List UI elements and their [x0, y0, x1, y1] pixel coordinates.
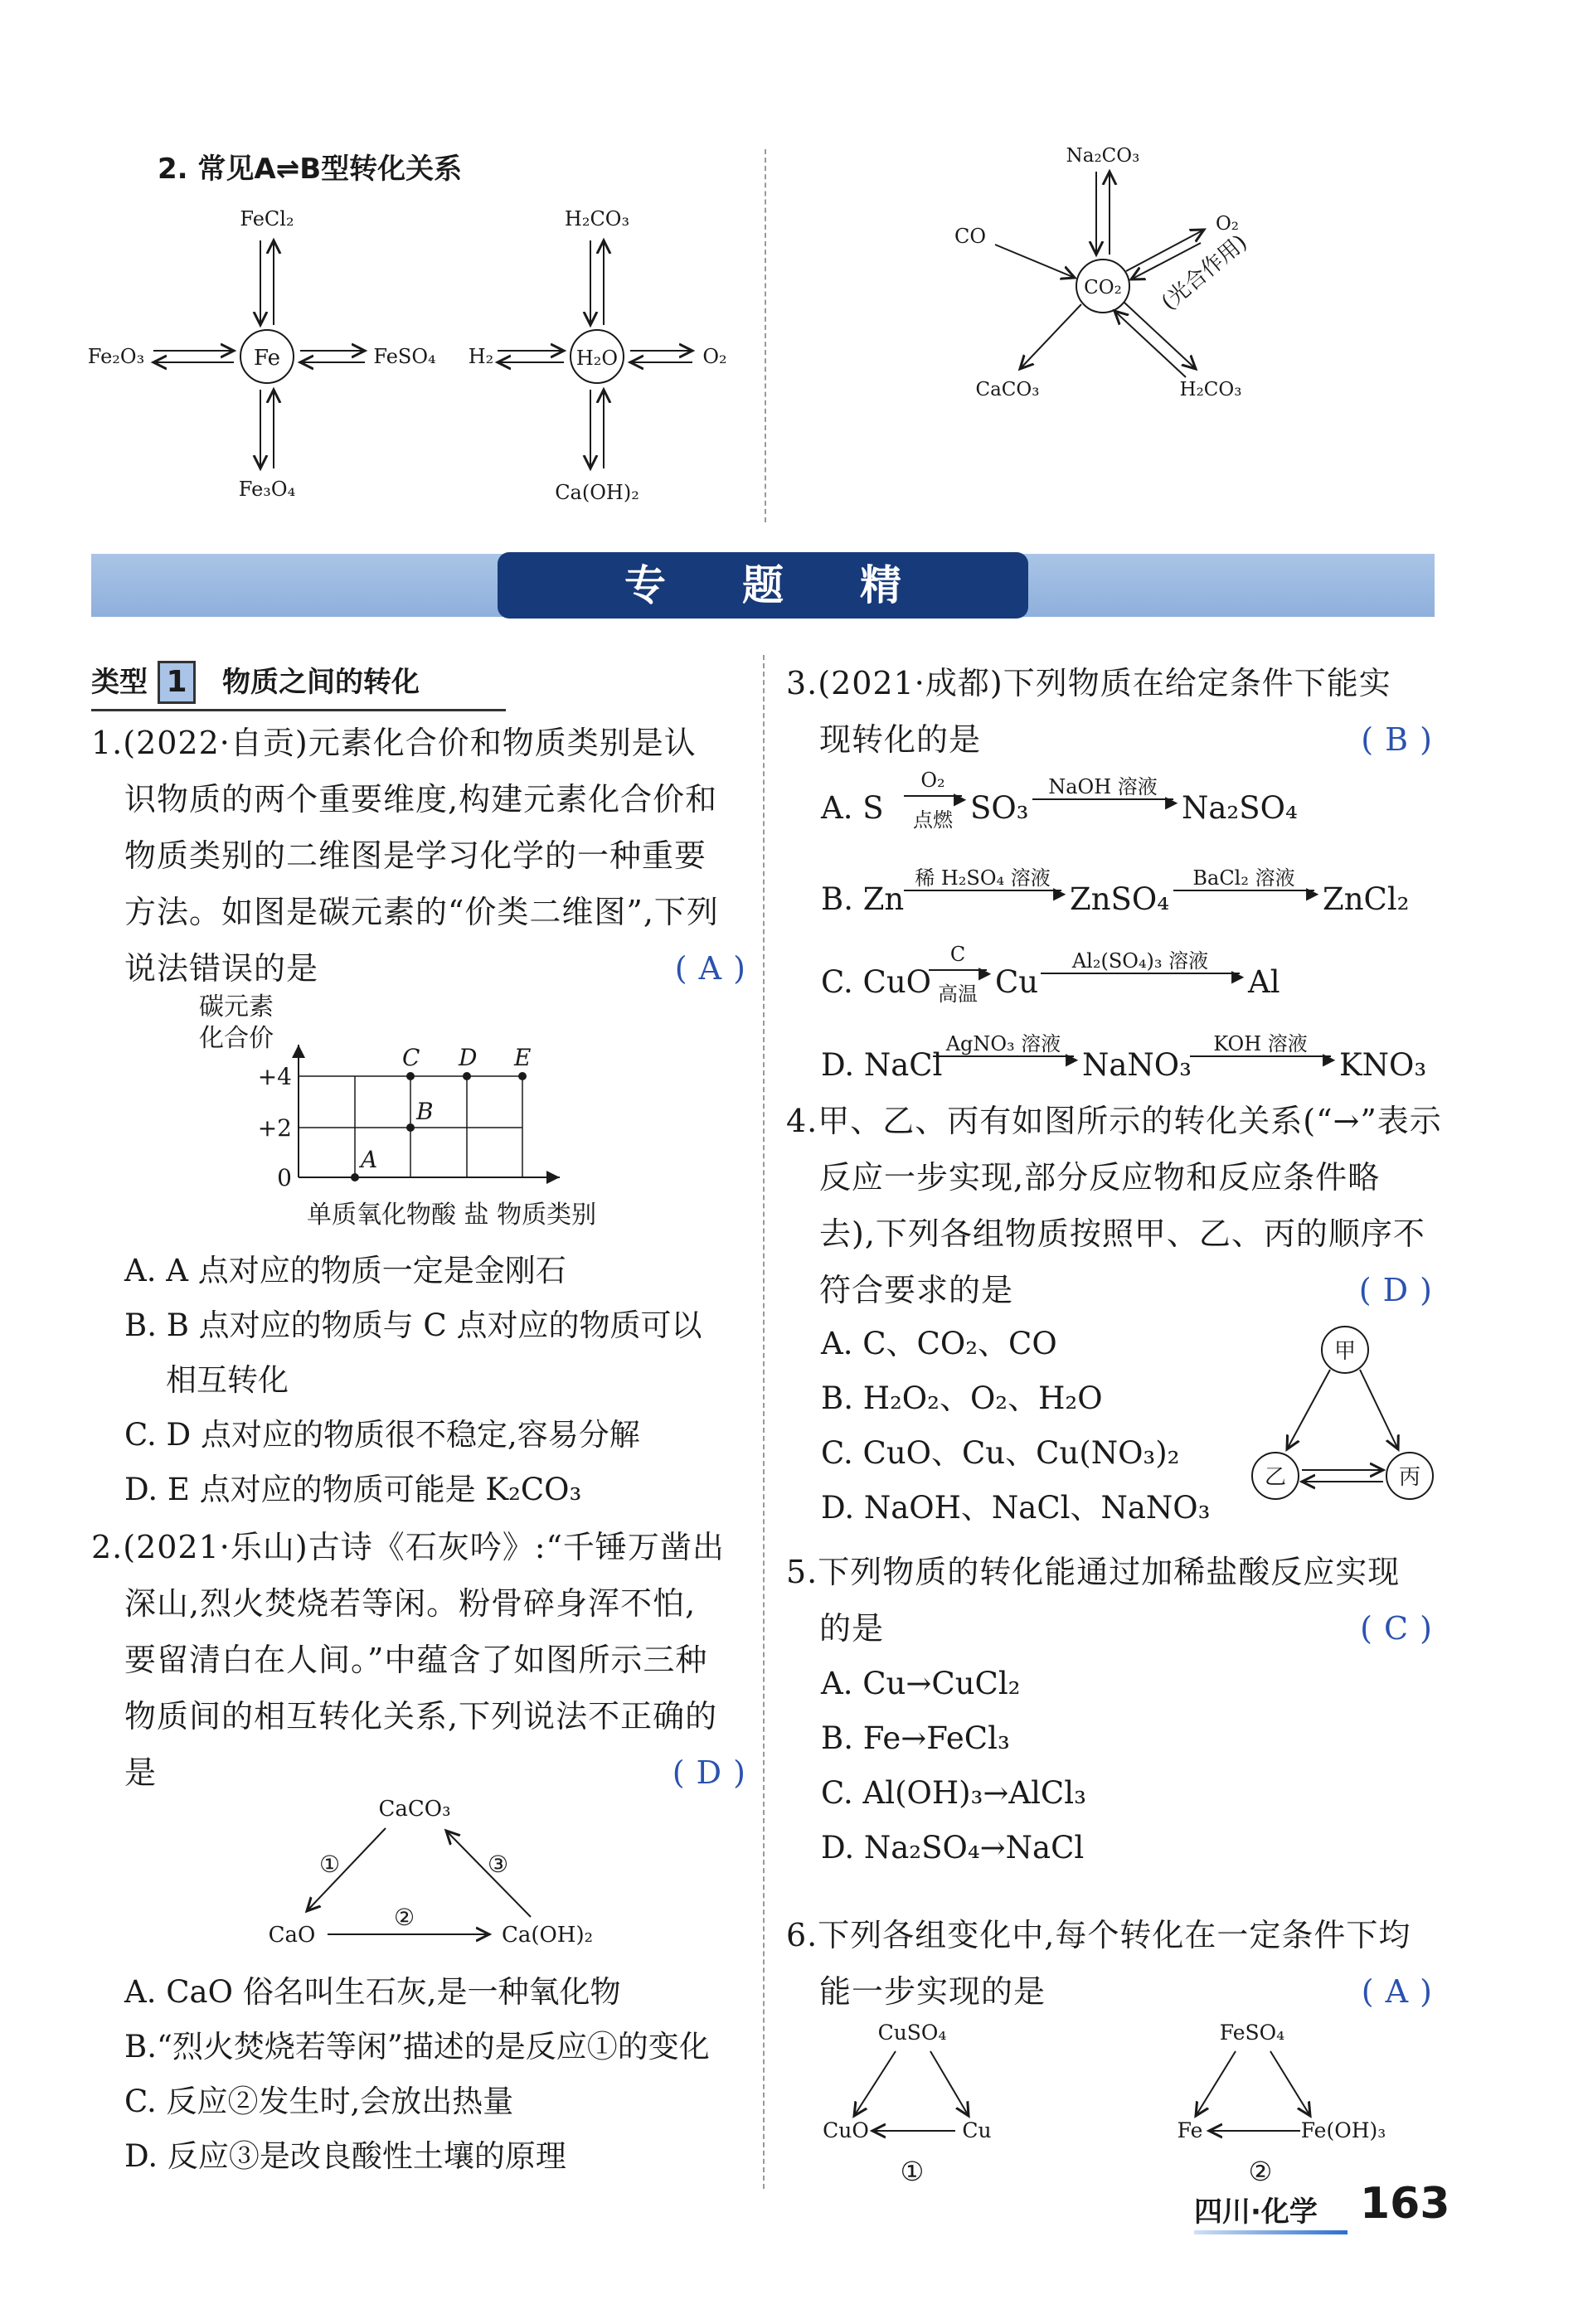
q4-answer: ( D ) — [1358, 1272, 1433, 1308]
type-num: 1 — [158, 661, 196, 704]
svg-text:+4: +4 — [257, 1063, 292, 1090]
q1-answer: ( A ) — [674, 950, 746, 987]
pt-D — [463, 1072, 471, 1080]
section-banner — [91, 554, 1435, 676]
type-header — [91, 659, 506, 711]
svg-text:E: E — [514, 1044, 532, 1071]
h2o-left: H₂ — [468, 345, 494, 368]
svg-text:+2: +2 — [257, 1114, 292, 1142]
co2-left: CO — [954, 225, 987, 248]
svg-text:单质氧化物酸 盐 物质类别: 单质氧化物酸 盐 物质类别 — [307, 1201, 597, 1230]
svg-text:CuSO₄: CuSO₄ — [877, 2021, 947, 2045]
svg-text:0: 0 — [277, 1164, 292, 1191]
co2-diagram — [937, 137, 1352, 419]
pt-A — [351, 1173, 359, 1181]
svg-text:FeSO₄: FeSO₄ — [1219, 2021, 1285, 2045]
svg-text:Cu: Cu — [962, 2118, 992, 2142]
q6-answer: ( A ) — [1361, 1973, 1433, 2010]
svg-text:化合价: 化合价 — [199, 1024, 274, 1053]
svg-text:①: ① — [900, 2156, 925, 2187]
fe-center: Fe — [253, 346, 281, 371]
h2o-center: H₂O — [575, 347, 619, 370]
column-divider-top — [765, 149, 766, 522]
svg-text:CuO: CuO — [823, 2118, 869, 2142]
q4-stem: 4.甲、乙、丙有如图所示的转化关系(“→”表示 反应一步实现,部分反应物和反应条件略 去),下列各组物质按照甲、乙、丙的顺序不 符合要求的是 ( D ) — [786, 1093, 1449, 1318]
pt-E — [518, 1072, 527, 1080]
fe-right: FeSO₄ — [373, 345, 436, 368]
q3-option-b: B. Zn 稀 H₂SO₄ 溶液 ▶ ZnSO₄ BaCl₂ 溶液 ▶ ZnCl₂ — [821, 866, 1410, 917]
co2-up: Na₂CO₃ — [1066, 145, 1140, 167]
fe-down: Fe₃O₄ — [238, 478, 296, 501]
svg-text:CaO: CaO — [268, 1923, 316, 1948]
svg-text:甲: 甲 — [1333, 1339, 1357, 1364]
co2-photo: (光合作用) — [1157, 230, 1252, 316]
svg-text:D: D — [459, 1044, 478, 1071]
q3-option-c: C. CuO C ▶ 高温 Cu Al₂(SO₄)₃ 溶液 ▶ Al — [821, 943, 1280, 1006]
q5-answer: ( C ) — [1360, 1610, 1433, 1647]
q3-options — [821, 767, 1451, 1107]
q5-options: A. Cu→CuCl₂ B. Fe→FeCl₃ C. Al(OH)₃→AlCl₃ D. Na₂SO₄→NaCl — [821, 1666, 1086, 1866]
svg-text:A: A — [361, 1146, 378, 1173]
co2-center: CO₂ — [1084, 277, 1122, 298]
svg-text:Fe: Fe — [1177, 2118, 1203, 2142]
svg-text:①: ① — [319, 1851, 341, 1878]
footer-rule — [1194, 2230, 1347, 2234]
q1-stem: 1.(2022·自贡)元素化合价和物质类别是认 识物质的两个重要维度,构建元素化合价和 物质类别的二维图是学习化学的一种重要 方法。如图是碳元素的“价类二维图”,下列 说法错误的是 ( A ) — [91, 715, 755, 997]
q4-diagram — [1244, 1318, 1451, 1509]
type-prefix: 类型 — [91, 666, 148, 699]
svg-text:③: ③ — [488, 1851, 509, 1878]
fe-h2o-diagram — [83, 191, 763, 522]
svg-text:CaCO₃: CaCO₃ — [378, 1797, 451, 1822]
co2-right: O₂ — [1215, 213, 1240, 235]
pt-C — [406, 1072, 415, 1080]
q1-valence-chart — [191, 987, 705, 1235]
section-title: 2. 常见A⇌B型转化关系 — [158, 153, 463, 186]
pt-B — [406, 1123, 415, 1132]
q6-stem: 6.下列各组变化中,每个转化在一定条件下均 能一步实现的是 ( A ) — [786, 1907, 1449, 2020]
q5-stem: 5.下列物质的转化能通过加稀盐酸反应实现 的是 ( C ) — [786, 1544, 1449, 1657]
co2-bl: CaCO₃ — [975, 379, 1040, 400]
page-number: 163 — [1360, 2179, 1450, 2229]
fe-left: Fe₂O₃ — [87, 345, 145, 368]
q2-diagram — [249, 1791, 622, 1948]
h2o-right: O₂ — [702, 345, 727, 368]
co2-br: H₂CO₃ — [1179, 379, 1242, 400]
q2-options: A. CaO 俗名叫生石灰,是一种氧化物 B.“烈火焚烧若等闲”描述的是反应①的变化 C. 反应②发生时,会放出热量 D. 反应③是改良酸性土壤的原理 — [124, 1974, 710, 2174]
q3-option-a: A. S O₂ ▶ 点燃 SO₃ NaOH 溶液 ▶ Na₂SO₄ — [821, 769, 1298, 832]
svg-text:C: C — [402, 1044, 420, 1071]
q3-stem: 3.(2021·成都)下列物质在给定条件下能实 现转化的是 ( B ) — [786, 655, 1449, 768]
q2-answer: ( D ) — [672, 1754, 746, 1791]
svg-text:Ca(OH)₂: Ca(OH)₂ — [501, 1923, 594, 1948]
svg-text:②: ② — [1248, 2156, 1273, 2187]
h2o-up: H₂CO₃ — [564, 207, 630, 230]
svg-text:B: B — [416, 1098, 434, 1125]
svg-text:乙: 乙 — [1264, 1465, 1287, 1490]
svg-text:②: ② — [394, 1904, 415, 1931]
h2o-down: Ca(OH)₂ — [555, 481, 639, 504]
q2-stem: 2.(2021·乐山)古诗《石灰吟》:“千锤万凿出 深山,烈火焚烧若等闲。粉骨碎身浑不怕, 要留清白在人间。”中蕴含了如图所示三种 物质间的相互转化关系,下列说法不正确的 是 ( D ) — [91, 1519, 755, 1801]
footer-label: 四川·化学 — [1194, 2195, 1318, 2229]
svg-text:丙: 丙 — [1398, 1465, 1421, 1490]
type-text: 物质之间的转化 — [222, 666, 420, 699]
q3-option-d: D. NaCl AgNO₃ 溶液 ▶ NaNO₃ KOH 溶液 ▶ KNO₃ — [821, 1032, 1427, 1083]
column-divider-main — [763, 655, 765, 2189]
banner-title: 专题精练 — [498, 552, 1028, 619]
fe-up: FeCl₂ — [240, 207, 294, 230]
svg-text:Fe(OH)₃: Fe(OH)₃ — [1300, 2118, 1386, 2142]
q3-answer: ( B ) — [1361, 721, 1433, 758]
q6-diagrams — [813, 2015, 1459, 2197]
svg-text:碳元素: 碳元素 — [199, 992, 274, 1021]
q4-options: A. C、CO₂、CO B. H₂O₂、O₂、H₂O C. CuO、Cu、Cu(NO₃)₂ D. NaOH、NaCl、NaNO₃ — [821, 1326, 1211, 1526]
q1-options: A. A 点对应的物质一定是金刚石 B. B 点对应的物质与 C 点对应的物质可以 相互转化 C. D 点对应的物质很不稳定,容易分解 D. E 点对应的物质可能是 K₂CO₃ — [124, 1253, 702, 1507]
